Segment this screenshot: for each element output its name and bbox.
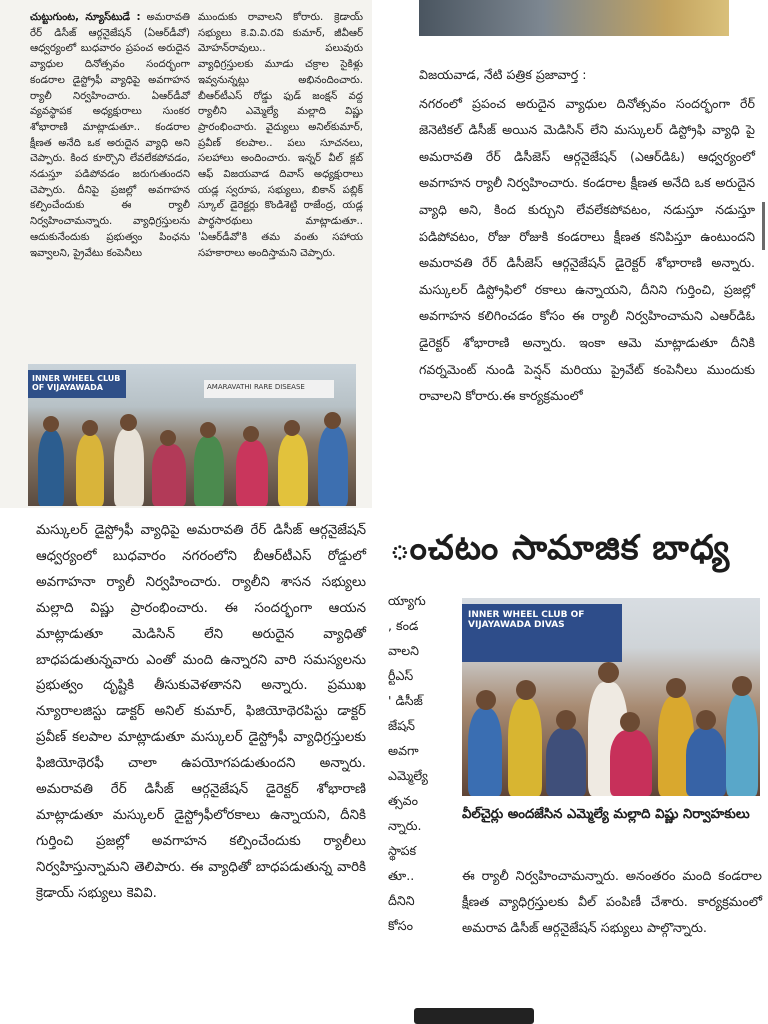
clipping-2-dateline: విజయవాడ, నేటి పత్రిక ప్రజావార్త : bbox=[419, 67, 587, 82]
clipping-2-article bbox=[419, 62, 755, 410]
clipping-1-column-1-text: అమరావతి రేర్ డిసీజ్ ఆర్గనైజేషన్ (ఏఆర్‌డీవో) ఆధ్వర్యంలో బుధవారం ప్రపంచ అరుదైన వ్యాధుల దినోత్సవం సందర్భంగా కండరాల డైస్ట్రోఫీ వ్యాధిపై అవగాహన ర్యాలీ నిర్వహించారు. ఏఆర్‌డీవో వ్యవస్థాపక అధ్యక్షురాలు సుంకర శోభారాణి మాట్లాడుతూ.. కండరాల క్షీణత అనేది ఒక అరుదైన వ్యాధి అని చెప్పారు. కింద కూర్చొని లేవలేకపోవడం, నడుస్తూ పడిపోవడం జరుగుతుందని చెప్పారు. దీనిపై ప్రజల్లో అవగాహన కల్పించేందుకు ఈ ర్యాలీ నిర్వహించామన్నారు. వ్యాధిగ్రస్తులను ఆదుకునేందుకు ప్రభుత్వం పింఛను ఇవ్వాలని, ప్రైవేటు కంపెనీలు bbox=[30, 12, 190, 259]
clipping-bottom-left bbox=[0, 508, 384, 1024]
cut-text-fragment: అవగా bbox=[388, 743, 419, 758]
rally-photo-2 bbox=[462, 598, 760, 796]
next-headline-fragment bbox=[414, 1008, 534, 1024]
clipping-3-body: మస్కులర్ డైస్ట్రోఫీ వ్యాధిపై అమరావతి రేర్ డిసీజ్ ఆర్గనైజేషన్ ఆధ్వర్యంలో బుధవారం నగరంలోని బీఆర్‌టీఎస్ రోడ్డులో అవగాహనా ర్యాలీ నిర్వహించారు. ర్యాలీని శాసన సభ్యులు మల్లాది విష్ణు ప్రారంభించారు. ఈ సందర్భంగా ఆయన మాట్లాడుతూ మెడిసిన్ లేని అరుదైన వ్యాధితో బాధపడుతున్నవారు ఎంతో మంది ఉన్నారని వారి సమస్యలను ప్రభుత్వం దృష్టికి తీసుకువెళతానని అన్నారు. ప్రముఖ న్యూరాలజిస్టు డాక్టర్ అనిల్ కుమార్, ఫిజియోథెరపిస్టు డాక్టర్ ప్రవీణ్ కలపాల మాట్లాడుతూ మస్కులర్ డైస్ట్రోఫీ వ్యాధిగ్రస్తులకు ఫిజియోథెరఫీ చాలా ఉపయోగపడుతుందని అన్నారు. అమరావతి రేర్ డిసీజ్ ఆర్గనైజేషన్ డైరెక్టర్ శోభారాణి మాట్లాడుతూ మస్కులర్ డైస్ట్రోఫీలోరకాలు ఉన్నాయని, దీనికి గుర్తించి ప్రజల్లో అవగాహన కల్పించేందుకు ర్యాలీలు నిర్వహిస్తున్నామని తెలిపారు. ఈ వ్యాధితో బాధపడుతున్న వారికి క్రెడాయ్ సభ్యులు కెవివి. bbox=[36, 523, 366, 901]
photo-banner-ardo: AMARAVATHI RARE DISEASE bbox=[204, 380, 334, 398]
clipping-3-column bbox=[36, 518, 366, 907]
clipping-bottom-right bbox=[384, 508, 768, 1024]
clipping-1-dateline: చుట్టుగుంట, న్యూస్‌టుడే : bbox=[30, 12, 141, 23]
clipping-1-column-2-text: ముందుకు రావాలని కోరారు. క్రెడాయ్ సభ్యులు కె.వి.వి.రవి కుమార్, జీవీఆర్ మోహన్‌రావులు.. పలువురు వ్యాధిగ్రస్తులకు మూడు చక్రాల సైకిళ్లు ఇవ్వనున్నట్లు అభినందించారు. బీఆర్‌టీఎస్ రోడ్డు ఫుడ్ జంక్షన్ వద్ద ర్యాలీని ఎమ్మెల్యే మల్లాది విష్ణు ప్రారంభించారు. వైద్యులు అనిల్‌కుమార్, ప్రవీణ్ కలపాల.. పలు సూచనలు, సలహాలు అందించారు. ఇన్నర్ వీల్ క్లబ్ ఆఫ్ విజయవాడ దివాస్ అధ్యక్షురాలు యడ్ల స్వరూప, సభ్యులు, బికాన్ పబ్లిక్ స్కూల్ డైరెక్టర్లు కొండిశెట్టి రాజేంద్ర, యడ్ల పార్థసారథులు మాట్లాడుతూ.. 'ఏఆర్‌డీవో'కి తమ వంతు సహాయ సహకారాలు అందిస్తామని చెప్పారు. bbox=[198, 12, 363, 259]
clipping-4-headline: ంచటం సామాజిక బాధ్య bbox=[390, 528, 731, 568]
clipping-4-body-text: ఈ ర్యాలీ నిర్వహించామన్నారు. అనంతరం మంది కండరాల క్షీణత వ్యాధిగ్రస్తులకు వీల్ పంపిణీ చేశారు. కార్యక్రమంలో అమరావ డిసీజ్ ఆర్గనైజేషన్ సభ్యులు పాల్గొన్నారు. bbox=[462, 869, 762, 936]
cut-text-fragment: స్థాపక bbox=[388, 843, 417, 858]
cut-text-fragment: ఎమ్మెల్యే bbox=[388, 768, 428, 783]
clipping-1-column-1 bbox=[30, 10, 190, 261]
article-top-photo-strip bbox=[419, 0, 729, 36]
cut-text-fragment: న్నారు. bbox=[388, 818, 422, 833]
cut-text-fragment: వాలని bbox=[388, 643, 419, 658]
cut-text-fragment: , కండ bbox=[388, 618, 419, 633]
cut-text-fragment: య్యాగు bbox=[388, 593, 426, 608]
clipping-2-body: నగరంలో ప్రపంచ అరుదైన వ్యాధుల దినోత్సవం సందర్భంగా రేర్ జెనెటికల్ డిసీజ్ అయిన మెడిసిన్ లేని మస్కులర్ డిస్ట్రోఫి వ్యాధి పై అమరావతి రేర్ డిసీజెస్ ఆర్గనైజేషన్ (ఎఆర్‌డిఓ) ఆధ్వర్యంలో అవగాహన ర్యాలీ నిర్వహించారు. కండరాల క్షీణత అనేది ఒక అరుదైన వ్యాధి అని, కింద కుర్చుని లేవలేకపోవటం, నడుస్తూ నడుస్తూ పడిపోవటం, రోజు రోజుకి కండరాలు క్షీణత కనిపిస్తూ ఉంటుందని అమరావతి రేర్ డిసీజెస్ ఆర్గనైజేషన్ డైరెక్టర్ శోభారాణి అన్నారు. మస్కులర్ డిస్ట్రోఫిలో రకాలు ఉన్నాయని, దీనిని గుర్తించి, ప్రజల్లో అవగాహన కలిగించడం కోసం ఈ ర్యాలీ నిర్వహించామని ఎఆర్‌డిఓ డైరెక్టర్ శోభారాణి అన్నారు. ఇంకా ఆమె మాట్లాడుతూ దీనికి గవర్నమెంట్ నుండి పెన్షన్ మరియు ప్రైవేట్ కంపెనీలు ముందుకు రావాలని కోరారు.ఈ కార్యక్రమంలో bbox=[419, 95, 755, 404]
clipping-top-right bbox=[397, 0, 768, 508]
rally-photo-1 bbox=[28, 364, 356, 506]
photo-banner-inner-wheel-divas: INNER WHEEL CLUB OF VIJAYAWADA DIVAS bbox=[462, 604, 622, 662]
scrollbar-thumb[interactable] bbox=[762, 202, 765, 250]
photo-caption: వీల్‌చైర్లు అందజేసిన ఎమ్మెల్యే మల్లాది విష్ణు నిర్వాహకులు bbox=[462, 807, 750, 822]
clipping-top-left bbox=[0, 0, 372, 508]
cut-text-fragment: కోసం bbox=[388, 918, 413, 933]
cut-text-fragment: ' డిసీజ్ bbox=[388, 693, 423, 708]
cut-text-fragment: త్సవం bbox=[388, 793, 418, 808]
clipping-4-body bbox=[462, 864, 762, 942]
clipping-4-cut-column bbox=[388, 588, 448, 938]
cut-text-fragment: జేషన్ bbox=[388, 718, 416, 733]
cut-text-fragment: దీనిని bbox=[388, 893, 415, 908]
cut-text-fragment: తూ.. bbox=[388, 868, 415, 883]
clipping-1-column-2 bbox=[198, 10, 363, 261]
cut-text-fragment: ర్టీఎస్ bbox=[388, 668, 414, 683]
photo-banner-inner-wheel: INNER WHEEL CLUB OF VIJAYAWADA bbox=[28, 370, 126, 398]
